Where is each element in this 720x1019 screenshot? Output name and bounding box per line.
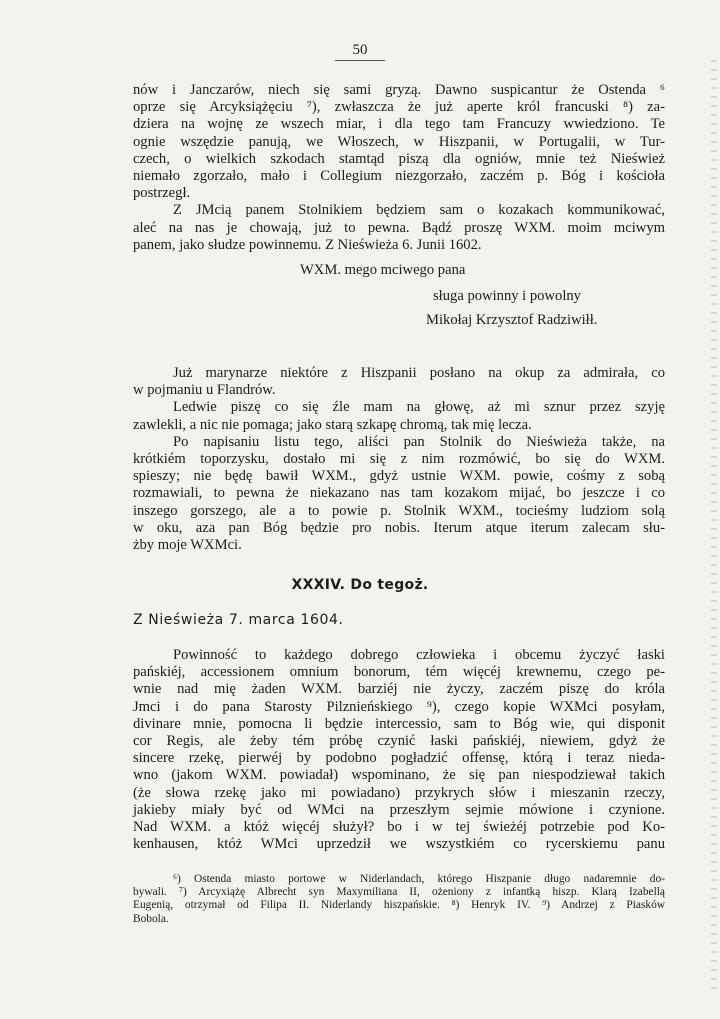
text-line: Po napisaniu listu tego, aliści pan Stolnik do Nieświeża także, na bbox=[173, 433, 665, 450]
text-line: rozmawiali, to pewna że niekazano nas tam kozakom mijać, bo jeszcze i co bbox=[133, 485, 665, 502]
letter-2-dateline: Z Nieświeża 7. marca 1604. bbox=[133, 612, 344, 628]
text-line: Z JMcią panem Stolnikiem będziem sam o kozakach kommunikować, bbox=[173, 202, 665, 219]
text-line: Powinność to każdego dobrego człowieka i obcemu życzyć łaski bbox=[173, 647, 665, 663]
text-line: dziera na wojnę ze wszech miar, i dla tego tam Francuzy wwiedziono. Te bbox=[133, 116, 665, 133]
letter-2-body bbox=[133, 647, 665, 853]
text-line: pańskiéj, accessionem omnium bonorum, tém więcéj krewnemu, czego pe- bbox=[133, 664, 665, 681]
text-line: jakieby miały być od WMci na przeszłym sejmie mówione i czynione. bbox=[133, 801, 665, 818]
text-line: wno (jakom WXM. powiadał) wspominano, że się pan niespodziewał takich bbox=[133, 767, 665, 784]
text-line: (że słowa rzekę jako mi powiadano) przykrych słów i mieszanin rzeczy, bbox=[133, 784, 665, 801]
letter-1-body bbox=[133, 82, 665, 254]
page-number: 50 bbox=[0, 42, 720, 61]
text-line: spieszy; nie będę bawił WXM., gdyż ustnie WXM. powie, cośmy z sobą bbox=[133, 468, 665, 485]
text-line: inszego gorszego, ale a to powie p. Stolnik WXM., tocieśmy ludziom solą bbox=[133, 502, 665, 519]
text-line: Nad WXM. a któż więcéj służył? bo i w tej świeżéj potrzebie pod Ko- bbox=[133, 819, 665, 836]
text-line: krótkiém toporzysku, dostało mi się z nim rozmówić, bo się do WXM. bbox=[133, 451, 665, 468]
text-line: niemało zgorzało, mało i Collegium niezgorzało, zaczém p. Bóg i kościoła bbox=[133, 168, 665, 185]
text-line: sincere rzekę, pierwéj by podobno pogładzić offensę, którą i teraz nieda- bbox=[133, 750, 665, 767]
letter-1-servant-line: sługa powinny i powolny bbox=[433, 288, 581, 304]
letter-1-salutation: WXM. mego mciwego pana bbox=[300, 262, 466, 278]
text-line: w pojmaniu u Flandrów. bbox=[133, 382, 276, 399]
page-number-rule bbox=[335, 60, 385, 61]
section-heading: XXXIV. Do tegoż. bbox=[291, 577, 429, 593]
text-line: ognie wszędzie panują, we Włoszech, w Hiszpanii, w Portugalii, w Tur- bbox=[133, 133, 665, 150]
text-line: Eugenią, otrzymał od Filipa II. Niderlandy hiszpańskie. ⁸) Henryk IV. ⁹) Andrzej z Piasków bbox=[133, 899, 665, 912]
text-line: cor Regis, ale żeby tém próbę czynić łaski pańskiéj, niewiem, gdyż że bbox=[133, 733, 665, 750]
text-line: wnie nad mię żaden WXM. barziéj nie życzy, zaczém piszę do króla bbox=[133, 681, 665, 698]
text-line: kenhausen, któż WMci uprzedził we wszystkiém co rycerskiemu panu bbox=[133, 836, 665, 853]
text-line: Ledwie piszę co się źle mam na głowę, aż mi sznur przez szyję bbox=[173, 399, 665, 416]
text-line: zawlekli, a nic nie pomaga; jako starą szkapę chromą, tak mię lecza. bbox=[133, 416, 532, 433]
text-line: divinare mnie, pomocna li będzie intercessio, sam to Bóg wie, qui disponit bbox=[133, 715, 665, 732]
text-line: nów i Janczarów, niech się sami gryzą. Dawno suspicantur że Ostenda ⁶ bbox=[133, 82, 665, 98]
letter-1-signature: Mikołaj Krzysztof Radziwiłł. bbox=[426, 312, 598, 328]
text-line: Już marynarze niektóre z Hiszpanii posłano na okup za admirała, co bbox=[173, 365, 665, 381]
text-line: w oku, aza pan Bóg będzie pro nobis. Iterum atque iterum zalecam słu- bbox=[133, 519, 665, 536]
text-line: ⁶) Ostenda miasto portowe w Niderlandach, którego Hiszpanie długo nadaremnie do- bbox=[173, 873, 665, 885]
postscript bbox=[133, 365, 665, 554]
text-line: Jmci i do pana Starosty Pilznieńskiego ⁹), czego kopie WXMci posyłam, bbox=[133, 698, 665, 715]
scan-edge-strip bbox=[711, 60, 717, 990]
footnotes bbox=[133, 873, 665, 926]
text-line: Bobola. bbox=[133, 912, 169, 925]
text-line: aleć na nas je chowają, już to pewna. Bądź proszę WXM. moim mciwym bbox=[133, 219, 665, 236]
text-line: bywali. ⁷) Arcyxiążę Albrecht syn Maxymiliana II, ożeniony z infantką hiszp. Klarą Izabellą bbox=[133, 886, 665, 899]
text-line: czech, o wielkich szkodach stamtąd piszą dla ogniów, mnie też Nieśwież bbox=[133, 150, 665, 167]
text-line: żby moje WXMci. bbox=[133, 537, 242, 554]
text-line: postrzegł. bbox=[133, 185, 191, 202]
text-line: oprze się Arcyksiążęciu ⁷), zwłaszcza że już aperte król francuski ⁸) za- bbox=[133, 99, 665, 116]
text-line: panem, jako słudze powinnemu. Z Nieświeża 6. Junii 1602. bbox=[133, 236, 482, 253]
